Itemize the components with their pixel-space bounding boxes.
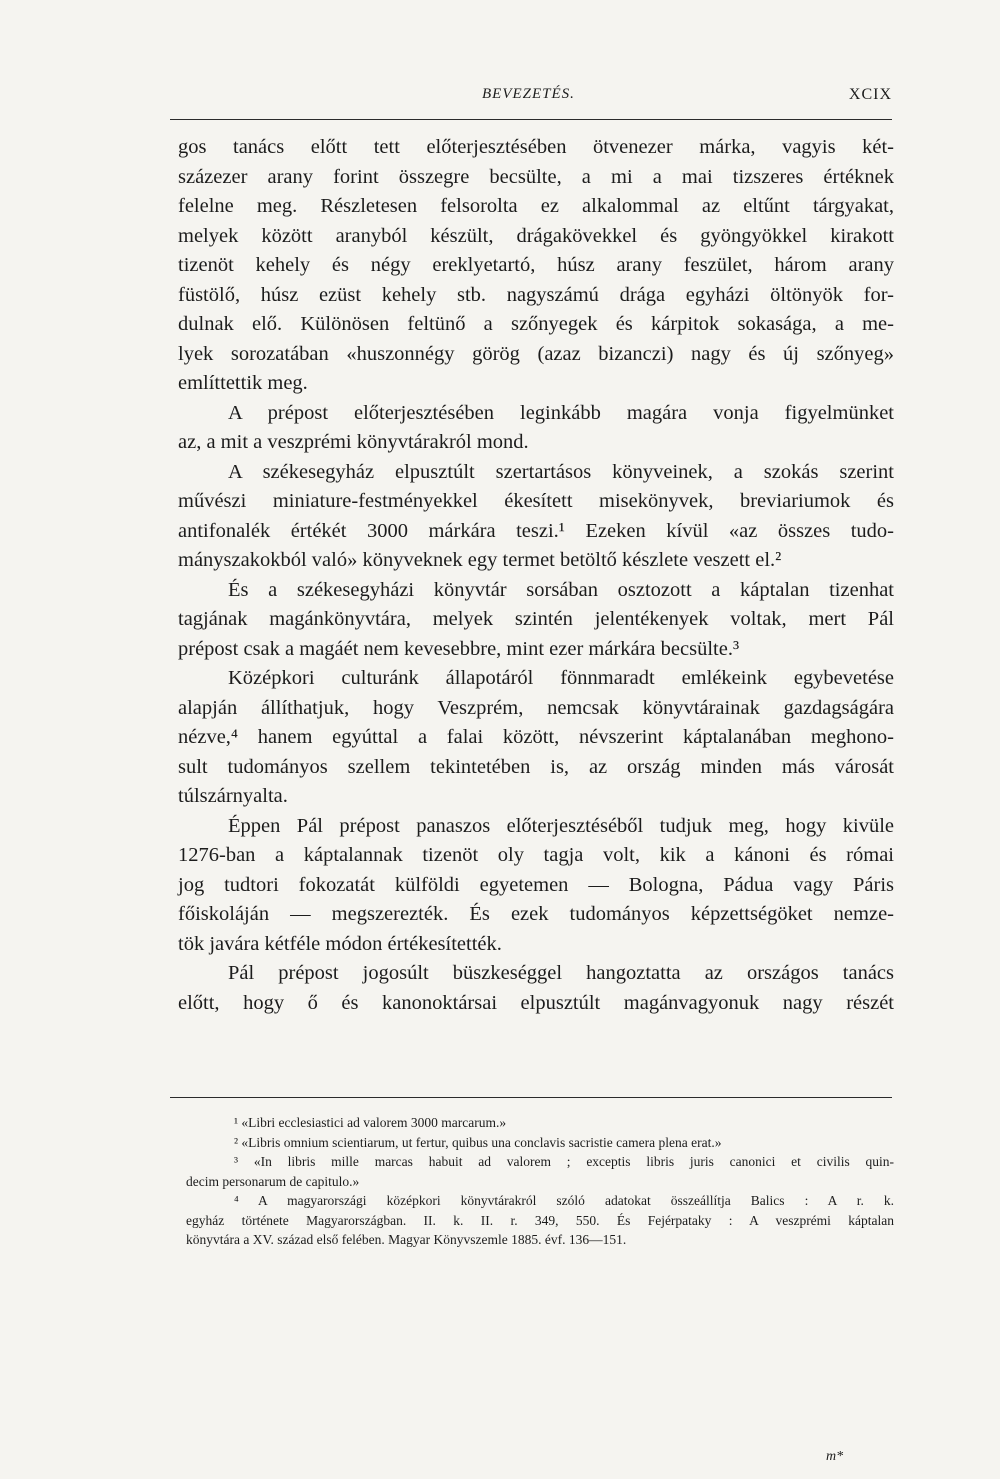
body-line: antifonalék értékét 3000 márkára teszi.¹ Ezeken kívül «az összes tudo- xyxy=(178,519,894,542)
footnote-line: decim personarum de capitulo.» xyxy=(186,1173,360,1189)
body-line: füstölő, húsz ezüst kehely stb. nagyszámú drága egyházi öltönyök for- xyxy=(178,283,894,306)
body-line: az, a mit a veszprémi könyvtárakról mond. xyxy=(178,431,529,453)
body-line: A prépost előterjesztésében leginkább magára vonja figyelmünket xyxy=(228,401,894,424)
footnote-rule xyxy=(170,1097,892,1098)
body-line: alapján állíthatjuk, hogy Veszprém, nemcsak könyvtárainak gazdagságára xyxy=(178,696,894,719)
body-line: 1276-ban a káptalannak tizenöt oly tagja volt, kik a kánoni és római xyxy=(178,844,894,866)
body-line: lyek sorozatában «huszonnégy görög (azaz bizanczi) nagy és új szőnyeg» xyxy=(178,342,894,365)
body-line: Középkori culturánk állapotáról fönnmaradt emlékeink egybevetése xyxy=(228,667,894,689)
body-line: És a székesegyházi könyvtár sorsában osztozott a káptalan tizenhat xyxy=(228,578,894,601)
running-head xyxy=(170,86,892,110)
body-line: melyek között aranyból készült, drágakövekkel és gyöngyökkel kirakott xyxy=(178,224,894,247)
body-line: Éppen Pál prépost panaszos előterjesztéséből tudjuk meg, hogy kivüle xyxy=(228,814,894,837)
body-line: tök javára kétféle módon értékesítették. xyxy=(178,932,502,955)
body-line: főiskoláján — megszerezték. És ezek tudományos képzettségöket nemze- xyxy=(178,903,894,925)
footnotes xyxy=(186,1113,894,1250)
footnote-line: ³ «In libris mille marcas habuit ad valorem ; exceptis libris juris canonici et civilis quin- xyxy=(234,1154,894,1169)
body-line: tagjának magánkönyvtára, melyek szintén jelentékenyek voltak, mert Pál xyxy=(178,608,894,630)
body-line: sult tudományos szellem tekintetében is, az ország minden más városát xyxy=(178,755,894,778)
body-line: A székesegyház elpusztúlt szertartásos könyveinek, a szokás szerint xyxy=(228,460,894,483)
body-line: prépost csak a magáét nem kevesebbre, mint ezer márkára becsülte.³ xyxy=(178,637,740,660)
footnote-line: ² «Libris omnium scientiarum, ut fertur, quibus una conclavis sacristie camera plena erat.» xyxy=(234,1134,722,1150)
signature-mark: m* xyxy=(826,1449,844,1464)
body-line: művészi miniature-festményekkel ékesített misekönyvek, breviariumok és xyxy=(178,490,894,512)
running-title: BEVEZETÉS. xyxy=(482,86,575,102)
footnote-line: egyház története Magyarországban. II. k. II. r. 349, 550. És Fejérpataky : A veszprémi káptalan xyxy=(186,1212,894,1228)
body-line: említtettik meg. xyxy=(178,372,308,394)
body-text xyxy=(178,133,894,1018)
body-line: nézve,⁴ hanem egyúttal a falai között, névszerint káptalanában meghono- xyxy=(178,726,894,748)
body-line: felelne meg. Részletesen felsorolta ez alkalommal az eltűnt tárgyakat, xyxy=(178,195,894,217)
body-line: jog tudtori fokozatát külföldi egyetemen — Bologna, Pádua vagy Páris xyxy=(178,873,894,896)
body-line: gos tanács előtt tett előterjesztésében ötvenezer márka, vagyis két- xyxy=(178,136,894,158)
page-number: XCIX xyxy=(848,86,892,103)
body-line: mányszakokból való» könyveknek egy termet betöltő készlete veszett el.² xyxy=(178,549,782,571)
body-line: tizenöt kehely és négy ereklyetartó, húsz arany feszület, három arany xyxy=(178,254,894,276)
body-line: százezer arany forint összegre becsülte, a mi a mai tizszeres értéknek xyxy=(178,165,894,188)
body-line: Pál prépost jogosúlt büszkeséggel hangoztatta az országos tanács xyxy=(228,962,894,984)
footnote-line: ¹ «Libri ecclesiastici ad valorem 3000 marcarum.» xyxy=(234,1115,507,1130)
footnote-line: könyvtára a XV. század első felében. Magyar Könyvszemle 1885. évf. 136—151. xyxy=(186,1232,627,1247)
footnote-line: ⁴ A magyarországi középkori könyvtárakról szóló adatokat összeállítja Balics : A r. k. xyxy=(234,1193,894,1208)
body-line: előtt, hogy ő és kanonoktársai elpusztúlt magánvagyonuk nagy részét xyxy=(178,991,894,1014)
header-rule xyxy=(170,119,892,120)
body-line: túlszárnyalta. xyxy=(178,785,288,807)
body-line: dulnak elő. Különösen feltünő a szőnyegek és kárpitok sokasága, a me- xyxy=(178,313,894,335)
